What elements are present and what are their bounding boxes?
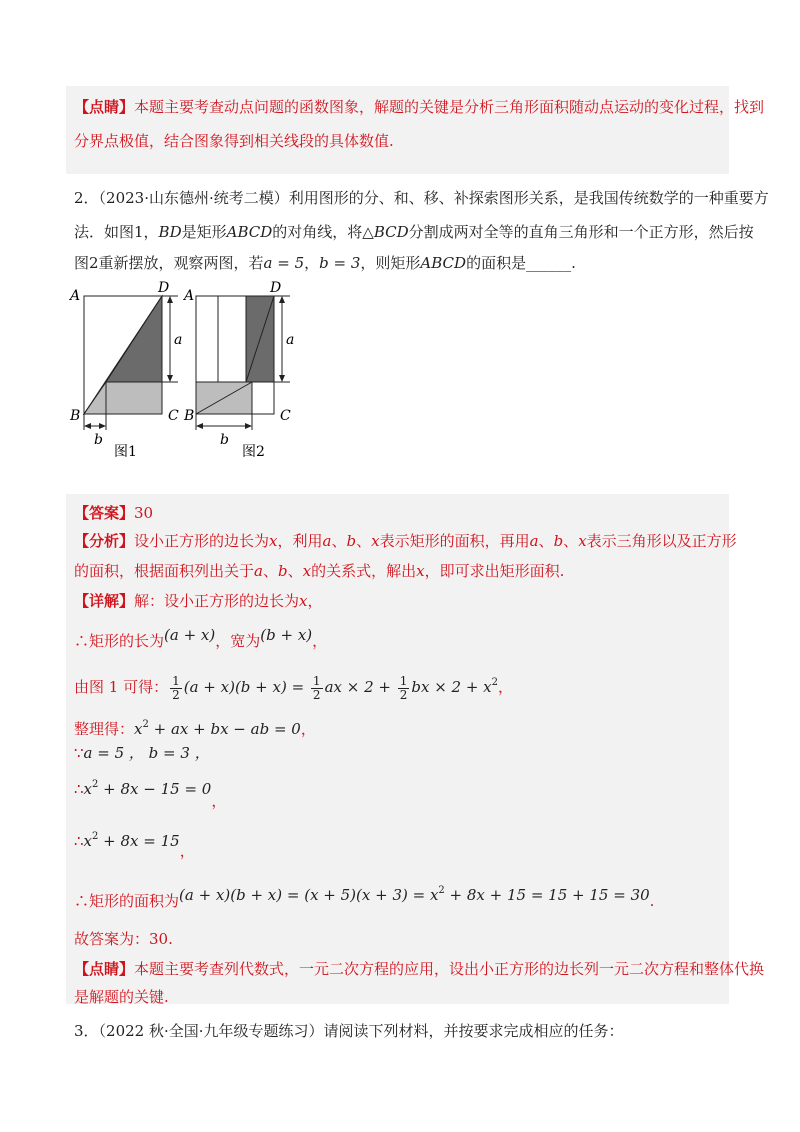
therefore-symbol-2: ∴ [74, 780, 84, 798]
problem2-text2b: 是矩形 [181, 223, 227, 241]
fig2-b-arrowhead-right [245, 423, 252, 429]
detail-line8 [74, 880, 654, 912]
fig1-square [106, 382, 162, 414]
fig1-a-arrowhead-top [167, 296, 173, 303]
detail-l6end: ， [211, 792, 227, 810]
analysis-sep1: 、 [331, 532, 347, 550]
frac3-num: 1 [399, 673, 408, 688]
detail-eq4a: x [83, 832, 93, 850]
detail-eq1c: bx × 2 + x [411, 678, 492, 696]
problem2-text3c: 的面积是______. [466, 254, 576, 272]
frac1-num: 1 [172, 673, 180, 688]
top-block-line2: 分界点极值，结合图象得到相关线段的具体数值. [74, 132, 394, 150]
analysis-a2: a [529, 532, 539, 550]
problem2-source: （2023·山东德州·统考二模） [98, 189, 289, 207]
analysis-l1a: 设小正方形的边长为 [134, 532, 270, 550]
answer-line [74, 502, 153, 524]
detail-tag: 【详解】 [74, 592, 135, 610]
therefore-symbol-4: ∴ [74, 892, 90, 910]
therefore-symbol-3: ∴ [74, 832, 84, 850]
analysis-b2: b [553, 532, 564, 550]
triangle-symbol: △ [362, 223, 374, 241]
problem2-cond-a: a = 5 [263, 254, 305, 272]
because-symbol: ∵ [74, 744, 84, 762]
problem3-line [74, 1020, 624, 1042]
detail-eq2a: x [134, 720, 143, 738]
top-block-line1 [74, 96, 764, 118]
problem2-abcd: ABCD [226, 223, 273, 241]
analysis-l1c: 表示矩形的面积，再用 [379, 532, 530, 550]
analysis-b1: b [346, 532, 357, 550]
bottom-block-line1 [74, 958, 764, 980]
analysis-l2c: ，即可求出矩形面积. [424, 562, 565, 580]
problem2-number: 2． [74, 189, 99, 207]
fig2-a-arrowhead-top [279, 296, 285, 303]
top-block-text1: 本题主要考查动点问题的函数图象，解题的关键是分析三角形面积随动点运动的变化过程，找到 [134, 98, 765, 116]
detail-wid: (b + x) [260, 626, 313, 644]
fig2-label-C: C [280, 408, 291, 424]
detail-l4a: 整理得： [74, 720, 135, 738]
fig1-label-a: a [174, 332, 183, 348]
detail-eq2b: + ax + bx − ab = 0 [148, 720, 301, 738]
detail-eq4b: + 8x = 15 [98, 832, 180, 850]
analysis-l1d: 表示三角形以及正方形 [586, 532, 737, 550]
analysis-x2: x [371, 532, 380, 550]
analysis-l2b: 的关系式，解出 [311, 562, 417, 580]
problem2-text3b: ，则矩形 [360, 254, 421, 272]
answer-tag: 【答案】 [74, 504, 135, 522]
detail-l2c: ， [312, 632, 328, 650]
analysis-a1: a [322, 532, 332, 550]
detail-eq2-sq: 2 [142, 719, 149, 730]
analysis-sep6: 、 [287, 562, 303, 580]
problem2-bcd: BCD [373, 223, 409, 241]
analysis-sep5: 、 [262, 562, 278, 580]
fig2-label-b: b [220, 432, 229, 448]
frac2-den: 2 [312, 687, 321, 702]
figures-diagram [66, 280, 306, 460]
frac3-den: 2 [399, 687, 408, 702]
problem2-text2c: 的对角线，将 [272, 223, 363, 241]
fig2-a-arrowhead-bottom [279, 375, 285, 382]
bottom-block-line2: 是解题的关键. [74, 988, 169, 1006]
detail-line1 [74, 590, 323, 612]
problem3-number: 3． [74, 1022, 99, 1040]
analysis-sep2: 、 [356, 532, 372, 550]
frac1-den: 2 [172, 687, 180, 702]
detail-l8end: . [649, 892, 655, 910]
analysis-x1: x [269, 532, 278, 550]
problem3-source: （2022 秋·全国·九年级专题练习） [98, 1022, 324, 1040]
detail-eq1-sq: 2 [491, 677, 499, 688]
problem2-text3a: 图2重新摆放，观察两图，若 [74, 254, 264, 272]
detail-line4 [74, 714, 316, 740]
detail-eq1b: ax × 2 + [324, 678, 396, 696]
detail-eq3a: x [83, 780, 93, 798]
detail-l8a: 矩形的面积为 [89, 892, 180, 910]
analysis-x5: x [416, 562, 425, 580]
detail-l3a: 由图 1 可得： [74, 678, 169, 696]
problem2-text1: 利用图形的分、和、移、补探索图形关系，是我国传统数学的一种重要方 [288, 189, 769, 207]
therefore-symbol: ∴ [74, 632, 90, 650]
detail-eq4-sq: 2 [92, 831, 99, 842]
fig1-caption: 图1 [114, 444, 137, 460]
detail-line3 [74, 672, 513, 702]
bottom-block-text1: 本题主要考查列代数式，一元二次方程的应用，设出小正方形的边长列一元二次方程和整体代换 [134, 960, 765, 978]
detail-eq5a: (a + x)(b + x) = (x + 5)(x + 3) = x [179, 886, 439, 904]
fig1-label-B: B [70, 408, 81, 424]
analysis-b3: b [277, 562, 288, 580]
detail-line7 [74, 826, 195, 862]
bottom-block-tag: 【点睛】 [74, 960, 135, 978]
problem2-line3 [74, 252, 576, 274]
detail-l1: 解：设小正方形的边长为 [134, 592, 300, 610]
fig1-label-A: A [70, 288, 81, 304]
fig2-label-a: a [286, 332, 295, 348]
fig1-b-arrowhead-right [99, 423, 106, 429]
fig1-a-arrowhead-bottom [167, 375, 173, 382]
detail-eq5-sq: 2 [438, 885, 445, 896]
fig2-caption: 图2 [242, 444, 265, 460]
analysis-sep4: 、 [563, 532, 579, 550]
fig2-b-arrowhead-left [196, 423, 203, 429]
detail-l4end: ， [300, 720, 316, 738]
detail-x: x [299, 592, 308, 610]
analysis-l2a: 的面积，根据面积列出关于 [74, 562, 255, 580]
fig1-b-arrowhead-left [84, 423, 91, 429]
detail-eq1a: (a + x)(b + x) = [183, 678, 309, 696]
answer-value: 30 [134, 504, 154, 522]
problem2-line1 [74, 187, 769, 209]
analysis-a3: a [254, 562, 263, 580]
problem2-text2a: 法．如图1， [74, 223, 159, 241]
detail-l2a: 矩形的长为 [89, 632, 165, 650]
analysis-l1b: ，利用 [277, 532, 323, 550]
analysis-x3: x [578, 532, 587, 550]
detail-line6 [74, 774, 226, 812]
detail-line2 [74, 624, 327, 652]
problem2-cond-b: b = 3 [319, 254, 361, 272]
problem2-comma: ， [304, 254, 320, 272]
frac2-num: 1 [312, 673, 321, 688]
fig2-label-D: D [270, 280, 282, 296]
fig1-label-D: D [158, 280, 170, 296]
detail-l7end: ， [179, 842, 195, 860]
analysis-tag: 【分析】 [74, 532, 135, 550]
detail-eq5b: + 8x + 15 = 15 + 15 = 30 [444, 886, 650, 904]
detail-l2b: ，宽为 [215, 632, 261, 650]
detail-line5 [74, 742, 210, 764]
analysis-x4: x [302, 562, 312, 580]
analysis-line2 [74, 560, 564, 582]
problem3-text: 请阅读下列材料，并按要求完成相应的任务： [323, 1022, 624, 1040]
detail-eq3b: + 8x − 15 = 0 [98, 780, 212, 798]
detail-conclusion: 故答案为：30. [74, 930, 173, 948]
fig1-label-C: C [168, 408, 179, 424]
fig2-label-B: B [184, 408, 195, 424]
problem2-line2 [74, 221, 754, 243]
figure-2 [182, 280, 294, 460]
detail-l5: a = 5 ， b = 3 ， [83, 744, 210, 762]
analysis-sep3: 、 [538, 532, 554, 550]
problem2-text2d: 分割成两对全等的直角三角形和一个正方形，然后按 [408, 223, 754, 241]
detail-l1end: ， [307, 592, 323, 610]
fig2-label-A: A [184, 288, 195, 304]
fig1-label-b: b [94, 432, 103, 448]
problem2-abcd-2: ABCD [420, 254, 467, 272]
figure-1 [68, 280, 182, 460]
top-block-tag: 【点睛】 [74, 98, 135, 116]
problem2-bd: BD [158, 223, 182, 241]
detail-len: (a + x) [164, 626, 216, 644]
detail-l3end: ， [498, 678, 514, 696]
analysis-line1 [74, 530, 737, 552]
detail-eq3-sq: 2 [92, 779, 99, 790]
